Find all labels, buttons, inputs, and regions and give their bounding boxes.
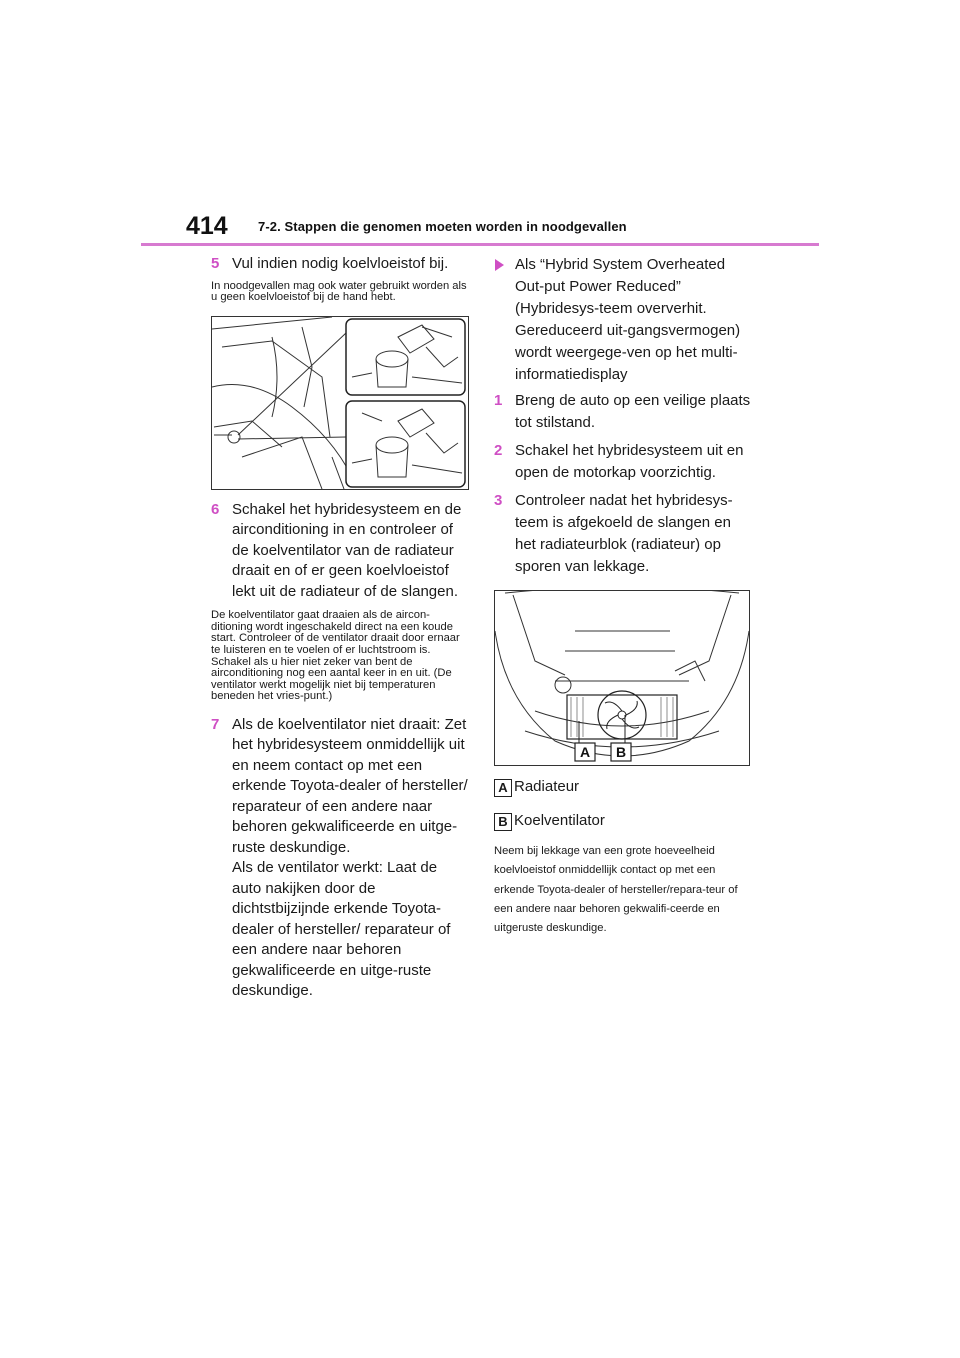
step-number: 2 (494, 442, 503, 459)
right-column (494, 254, 754, 938)
step-text: Schakel het hybridesysteem uit en open de motorkap voorzichtig. (515, 442, 744, 481)
engine-bay-illustration (495, 591, 749, 765)
condition-heading (494, 254, 754, 386)
step-2 (494, 440, 754, 484)
step-7 (211, 715, 469, 1002)
figure-reservoir-illustration (211, 316, 469, 490)
note-leakage: Neem bij lekkage van een grote hoeveelheid koelvloeistof onmiddellijk contact op met een erkende Toyota-dealer of hersteller/repara-teur of een andere naar behoren gekwalifi-ceerde en uitgeruste deskundige. (494, 845, 738, 935)
step-1 (494, 390, 754, 434)
step-number: 1 (494, 392, 503, 409)
legend-label: Radiateur (514, 778, 580, 795)
step-6 (211, 500, 469, 603)
step-number: 3 (494, 492, 503, 509)
page-number: 414 (186, 212, 228, 240)
callout-a: A (579, 744, 591, 760)
step-text: Breng de auto op een veilige plaats tot stilstand. (515, 392, 751, 431)
step-3 (494, 490, 754, 578)
legend-radiator (494, 776, 754, 798)
step-number: 5 (211, 255, 220, 272)
callout-b: B (615, 744, 627, 760)
coolant-reservoir-illustration (212, 317, 468, 489)
note-fan: De koelventilator gaat draaien als de aircon-ditioning wordt ingeschakeld direct na een koude start. Controleer of de ventilator draait door ernaar te luisteren en te voelen of er luchtstroom is. Schakel als u hier niet zeker van bent de airconditioning nog een aantal keer in en uit. (De ventilator werkt mogelijk niet bij temperaturen beneden het vries-punt.) (211, 609, 460, 703)
step-text: Vul indien nodig koelvloeistof bij. (232, 255, 449, 272)
step-number: 6 (211, 500, 220, 518)
step-text: Controleer nadat het hybridesys-teem is afgekoeld de slangen en het radiateurblok (radiateur) op sporen van lekkage. (515, 492, 733, 575)
note-water: In noodgevallen mag ook water gebruikt worden als u geen koelvloeistof bij de hand hebt. (211, 279, 467, 304)
figure-radiator-illustration (494, 590, 750, 766)
step-5 (211, 254, 469, 275)
legend-fan (494, 810, 754, 832)
legend-label: Koelventilator (514, 812, 605, 829)
step-text-fan-not-running: Als de koelventilator niet draait: Zet het hybridesysteem onmiddellijk uit en neem contact op met een erkende Toyota-dealer of hersteller/ reparateur of een andere naar behoren gekwalificeerde en uitge-ruste deskundige. (232, 715, 468, 856)
step-text: Schakel het hybridesysteem en de airconditioning in en controleer of de koelventilator van de radiateur draait en of er geen koelvloeistof lekt uit de radiateur of de slangen. (232, 500, 462, 600)
legend-letter: A (494, 779, 512, 797)
left-column (211, 254, 469, 1002)
legend-letter: B (494, 813, 512, 831)
condition-text: Als “Hybrid System Overheated Out-put Power Reduced” (Hybridesys-teem oververhit. Gereduceerd uit-gangsvermogen) wordt weergege-ven op het multi-informatiedisplay (515, 256, 741, 383)
step-number: 7 (211, 715, 220, 733)
section-title: 7-2. Stappen die genomen moeten worden in noodgevallen (258, 219, 627, 234)
header-rule (141, 243, 819, 246)
step-text-fan-running: Als de ventilator werkt: Laat de auto nakijken door de dichtstbijzijnde erkende Toyota-dealer of hersteller/ reparateur of een andere naar behoren gekwalificeerde en uitge-ruste deskundige. (232, 859, 451, 1000)
arrow-icon (495, 259, 504, 271)
